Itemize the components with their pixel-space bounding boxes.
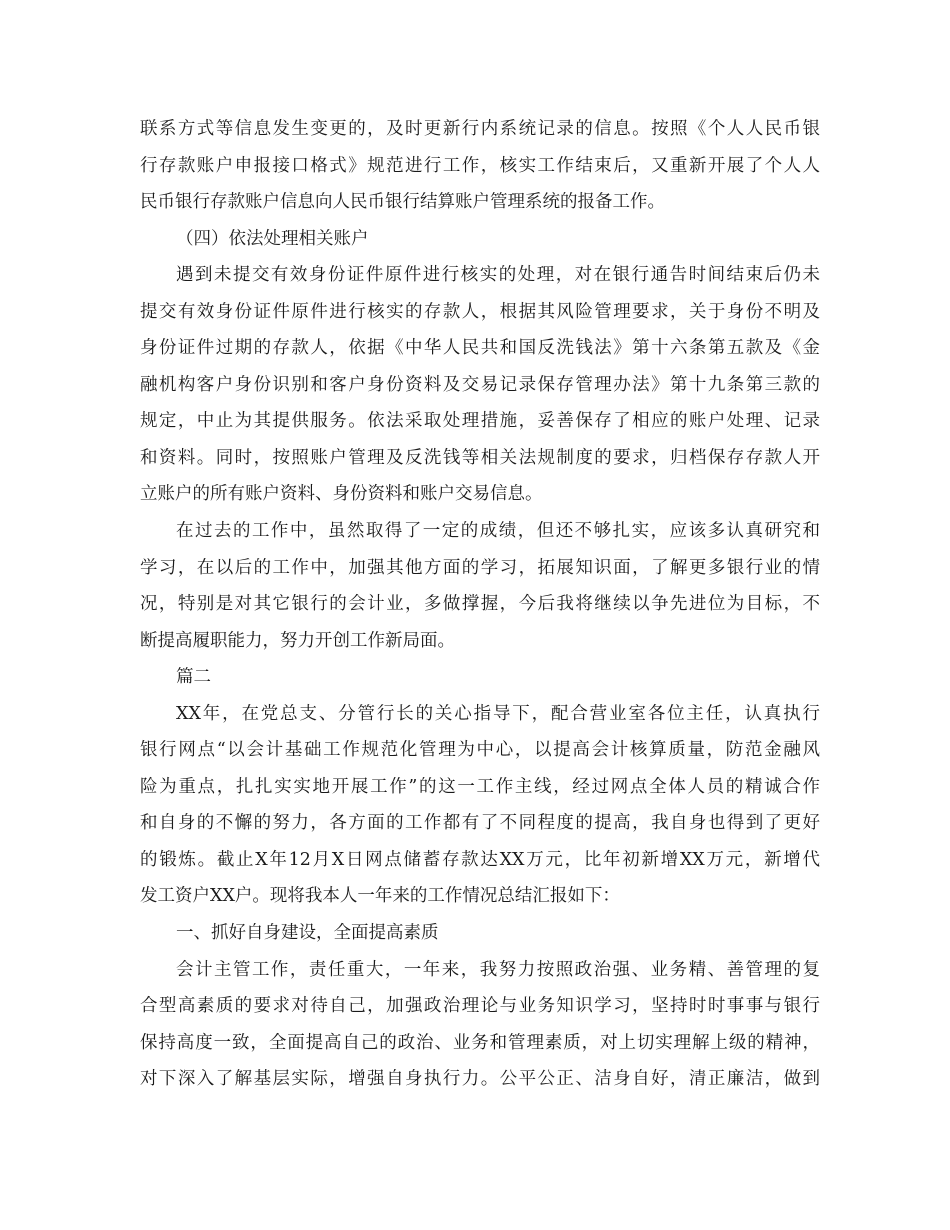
text-line: （四）依法处理相关账户 [176, 228, 369, 249]
text-line: 行存款账户申报接口格式》规范进行工作，核实工作结束后，又重新开展了个人人 [140, 155, 820, 176]
text-line: 提交有效身份证件原件进行核实的存款人，根据其风险管理要求，关于身份不明及 [140, 301, 820, 322]
text-line: 和资料。同时，按照账户管理及反洗钱等相关法规制度的要求，归档保存存款人开 [140, 447, 820, 468]
text-line: 遇到未提交有效身份证件原件进行核实的处理，对在银行通告时间结束后仍未 [176, 265, 820, 286]
text-line: 险为重点，扎扎实实地开展工作”的这一工作主线，经过网点全体人员的精诚合作 [140, 776, 820, 797]
text-line: 联系方式等信息发生变更的，及时更新行内系统记录的信息。按照《个人人民币银 [140, 119, 820, 139]
text-line: 民币银行存款账户信息向人民币银行结算账户管理系统的报备工作。 [140, 192, 665, 213]
text-line: 学习，在以后的工作中，加强其他方面的学习，拓展知识面，了解更多银行业的情 [140, 557, 820, 578]
text-line: 会计主管工作，责任重大，一年来，我努力按照政治强、业务精、善管理的复 [176, 959, 820, 980]
text-line: 融机构客户身份识别和客户身份资料及交易记录保存管理办法》第十九条第三款的 [140, 374, 820, 395]
text-line: XX年，在党总支、分管行长的关心指导下，配合营业室各位主任，认真执行 [176, 703, 820, 724]
text-line: 立账户的所有账户资料、身份资料和账户交易信息。 [140, 484, 543, 505]
text-line: 和自身的不懈的努力，各方面的工作都有了不同程度的提高，我自身也得到了更好 [140, 813, 820, 834]
text-line: 况，特别是对其它银行的会计业，多做撑握，今后我将继续以争先进位为目标，不 [140, 594, 820, 615]
text-line: 身份证件过期的存款人，依据《中华人民共和国反洗钱法》第十六条第五款及《金 [140, 338, 820, 359]
text-line: 断提高履职能力，努力开创工作新局面。 [140, 630, 455, 651]
text-line: 的锻炼。截止X年12月X日网点储蓄存款达XX万元，比年初新增XX万元，新增代 [140, 849, 820, 870]
text-line: 合型高素质的要求对待自己，加强政治理论与业务知识学习，坚持时时事事与银行 [140, 996, 820, 1017]
text-line: 银行网点“以会计基础工作规范化管理为中心，以提高会计核算质量，防范金融风 [140, 740, 820, 761]
text-line: 发工资户XX户。现将我本人一年来的工作情况总结汇报如下： [140, 886, 620, 907]
text-line: 规定，中止为其提供服务。依法采取处理措施，妥善保存了相应的账户处理、记录 [140, 411, 820, 432]
text-line: 篇二 [176, 667, 211, 688]
text-line: 对下深入了解基层实际，增强自身执行力。公平公正、洁身自好，清正廉洁，做到 [140, 1069, 820, 1090]
text-line: 在过去的工作中，虽然取得了一定的成绩，但还不够扎实，应该多认真研究和 [176, 521, 820, 542]
text-line: 保持高度一致，全面提高自己的政治、业务和管理素质，对上切实理解上级的精神， [140, 1032, 820, 1053]
text-line: 一、抓好自身建设，全面提高素质 [176, 923, 439, 944]
document-body [140, 111, 820, 1098]
